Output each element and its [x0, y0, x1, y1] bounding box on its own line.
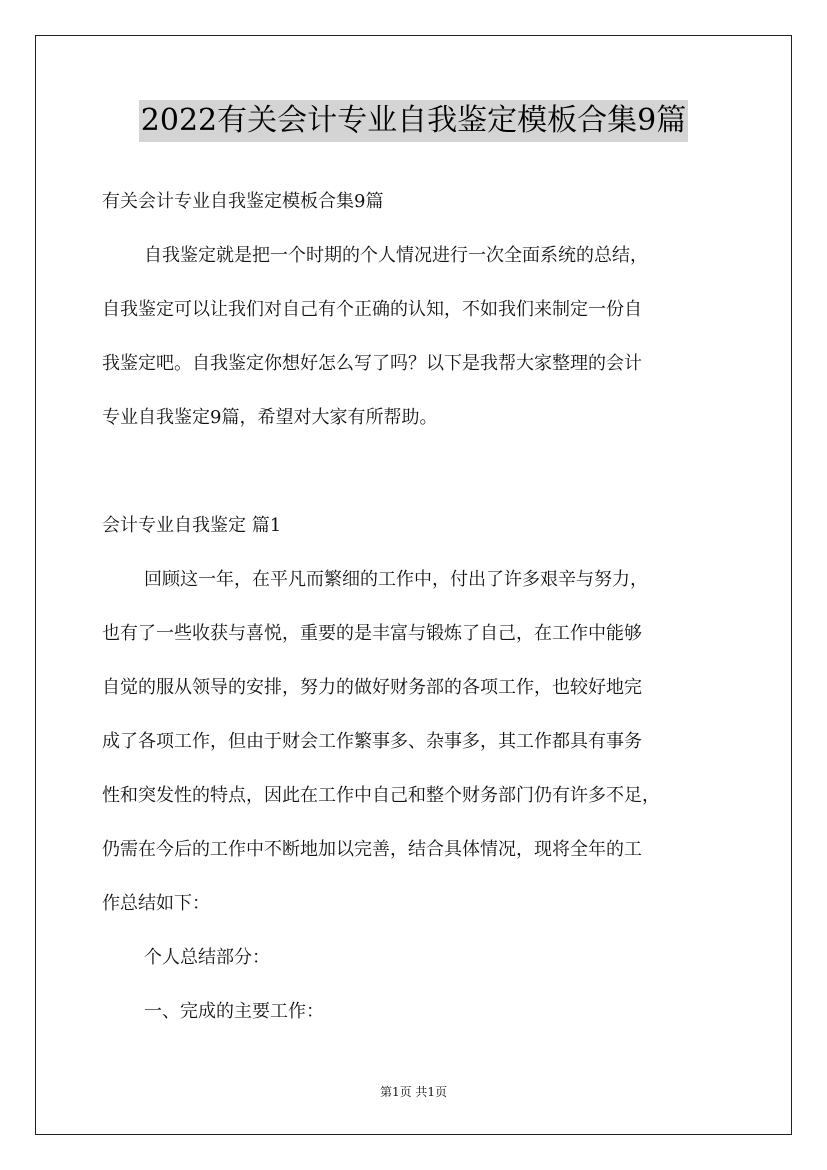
- intro-line: 专业自我鉴定9篇，希望对大家有所帮助。: [102, 407, 438, 428]
- page-footer: [0, 1083, 827, 1100]
- body-line: 成了各项工作，但由于财会工作繁事多、杂事多，其工作都具有事务: [102, 731, 642, 752]
- document-body: [102, 175, 740, 1039]
- intro-line: 自我鉴定就是把一个时期的个人情况进行一次全面系统的总结，: [144, 245, 648, 266]
- intro-line: 自我鉴定可以让我们对自己有个正确的认知，不如我们来制定一份自: [102, 299, 642, 320]
- body-line: 作总结如下：: [102, 893, 210, 914]
- document-title: 2022有关会计专业自我鉴定模板合集9篇: [139, 100, 688, 142]
- summary-heading: 个人总结部分：: [144, 947, 270, 968]
- body-line: 也有了一些收获与喜悦，重要的是丰富与锻炼了自己，在工作中能够: [102, 623, 642, 644]
- spacer: [102, 445, 740, 499]
- body-line: 自觉的服从领导的安排，努力的做好财务部的各项工作，也较好地完: [102, 677, 642, 698]
- intro-line: 我鉴定吧。自我鉴定你想好怎么写了吗？以下是我帮大家整理的会计: [102, 353, 642, 374]
- body-line: 回顾这一年，在平凡而繁细的工作中，付出了许多艰辛与努力，: [144, 569, 648, 590]
- subtitle: 有关会计专业自我鉴定模板合集9篇: [102, 191, 384, 212]
- section-heading: 会计专业自我鉴定 篇1: [102, 515, 282, 536]
- body-line: 性和突发性的特点，因此在工作中自己和整个财务部门仍有许多不足，: [102, 785, 660, 806]
- page-number: 第1页 共1页: [379, 1085, 448, 1099]
- item-heading: 一、完成的主要工作：: [144, 1001, 324, 1022]
- body-line: 仍需在今后的工作中不断地加以完善，结合具体情况，现将全年的工: [102, 839, 642, 860]
- title-container: [0, 100, 827, 142]
